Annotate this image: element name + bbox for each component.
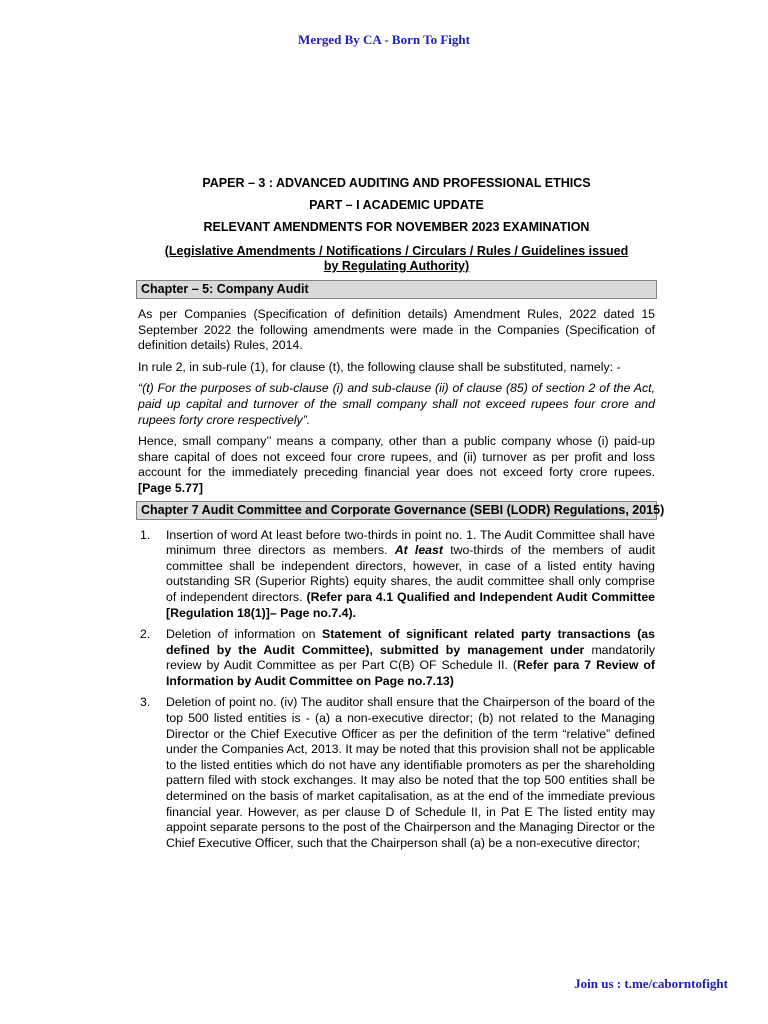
chapter-7-heading: Chapter 7 Audit Committee and Corporate Governance (SEBI (LODR) Regulations, 2015)	[136, 501, 657, 520]
chapter-5-paragraph-2: In rule 2, in sub-rule (1), for clause (t), the following clause shall be substituted, namely: -	[138, 359, 621, 374]
item-text: Deletion of information on	[166, 627, 316, 642]
paper-title: PAPER – 3 : ADVANCED AUDITING AND PROFESSIONAL ETHICS	[202, 176, 591, 190]
amendments-title: RELEVANT AMENDMENTS FOR NOVEMBER 2023 EXAMINATION	[203, 220, 590, 234]
item-number: 3.	[140, 695, 151, 710]
small-company-definition: Hence, small company’’ means a company, other than a public company whose (i) paid-up share capital of does not exceed four crore rupees, and (ii) turnover as per profit and loss account for the immediately preceding financial year does not exceed forty crore rupees.	[138, 434, 655, 480]
legislative-subtitle: (Legislative Amendments / Notifications / Circulars / Rules / Guidelines issued by Regulating Authority)	[164, 244, 629, 273]
item-text: Deletion of point no. (iv) The auditor shall ensure that the Chairperson of the board of the top 500 listed entities is - (a) a non-executive director; (b) not related to the Managing Director or the Chief Executive Officer as per the definition of the term “relative” defined under the Companies Act, 2013. It may be noted that this provision shall not be applicable to the listed entities which do not have any identifiable promoters as per the shareholding pattern filed with stock exchanges. It may also be noted that the top 500 entities shall be determined on the basis of market capitalisation, as at the end of the immediate previous financial year. However, as per clause D of Schedule II, in Pat E The listed entity may appoint separate persons to the post of the Chairperson and the Managing Director or the Chief Executive Officer, such that the Chairperson shall (a) be a non-executive director;	[166, 695, 655, 850]
item-text: mandatorily review by Audit Committee as per Part C(B) OF Schedule II. (	[166, 642, 655, 673]
part-title: PART – I ACADEMIC UPDATE	[309, 198, 484, 212]
item-emphasis: At least	[394, 543, 443, 558]
telegram-join-link[interactable]: Join us : t.me/caborntofight	[574, 976, 728, 991]
list-item	[136, 627, 657, 689]
item-reference: (Refer para 4.1 Qualified and Independent Audit Committee [Regulation 18(1)]– Page no.7.4).	[166, 589, 655, 620]
item-text: two-thirds of the members of audit committee shall be independent directors, however, in case of a listed entity having outstanding SR (Superior Rights) equity shares, the audit committee shall only comprise of independent directors.	[166, 543, 656, 604]
chapter-5-heading: Chapter – 5: Company Audit	[136, 280, 657, 299]
item-text: Insertion of word At least before two-thirds in point no. 1. The Audit Committee shall have minimum three directors as members.	[166, 527, 655, 558]
item-emphasis: Statement of significant related party transactions (as defined by the Audit Committee), submitted by management under	[166, 627, 655, 657]
document-page	[136, 170, 665, 857]
item-reference: Refer para 7 Review of Information by Audit Committee on Page no.7.13)	[166, 658, 655, 688]
chapter-5-paragraph-4	[136, 434, 657, 496]
list-item	[136, 528, 657, 622]
chapter-5-paragraph-1: As per Companies (Specification of definition details) Amendment Rules, 2022 dated 15 September 2022 the following amendments were made in the Companies (Specification of definition details) Rules, 2014.	[138, 307, 655, 353]
item-number: 2.	[140, 627, 151, 642]
chapter-5-quoted-clause: “(t) For the purposes of sub-clause (i) and sub-clause (ii) of clause (85) of section 2 of the Act, paid up capital and turnover of the small company shall not exceed rupees four crore and rupees forty crore respectively”.	[138, 381, 655, 427]
merged-by-banner: Merged By CA - Born To Fight	[298, 32, 470, 47]
chapter-7-amendment-list	[136, 528, 657, 852]
item-number: 1.	[140, 527, 151, 542]
list-item	[136, 695, 657, 851]
page-reference: [Page 5.77]	[138, 480, 203, 495]
